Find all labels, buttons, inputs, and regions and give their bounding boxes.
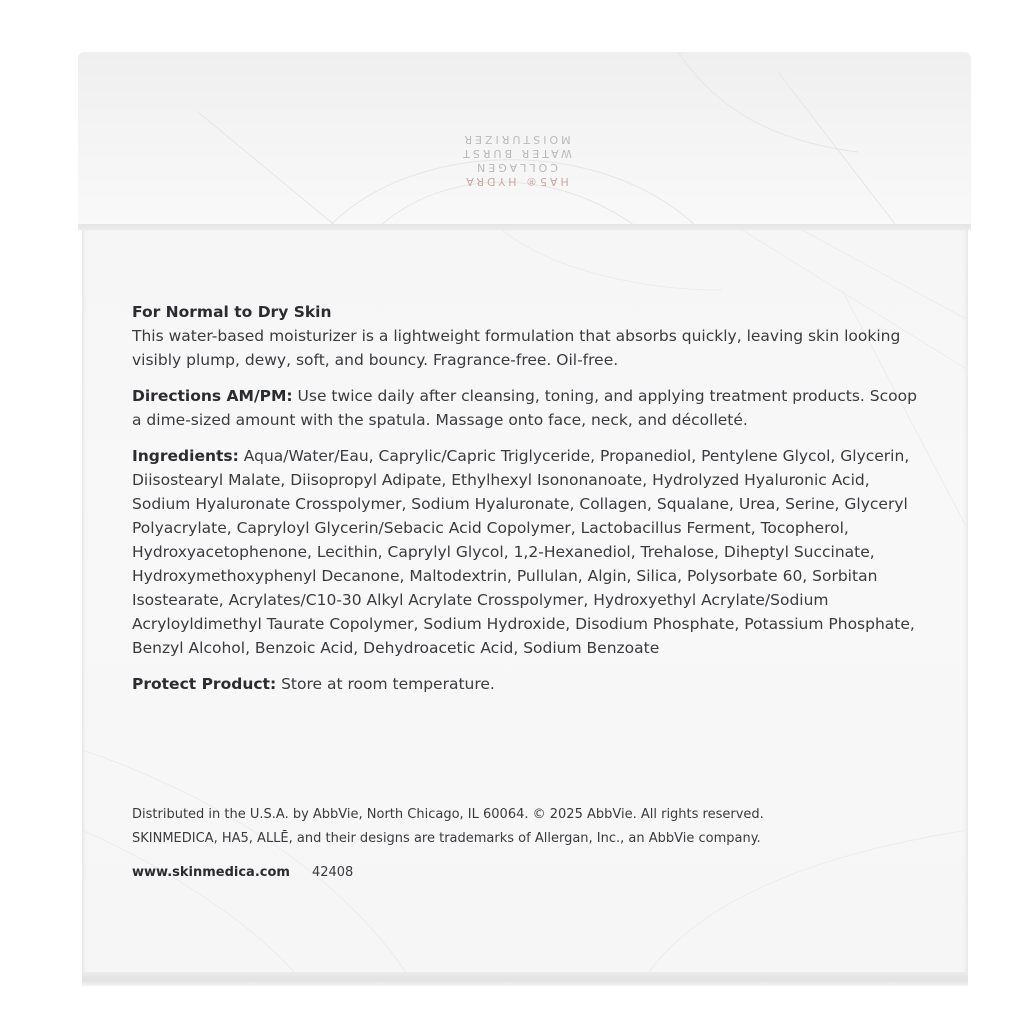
product-code: 42408: [311, 865, 354, 880]
trademark-line: SKINMEDICA, HA5, ALLĒ, and their designs are trademarks of Allergan, Inc., an AbbVie company.: [132, 831, 761, 846]
distributor-line: Distributed in the U.S.A. by AbbVie, North Chicago, IL 60064. © 2025 AbbVie. All rights reserved.: [132, 807, 764, 822]
directions-label: Directions AM/PM:: [132, 387, 293, 405]
legal-footer: [132, 803, 932, 885]
ingredients-section: [132, 444, 922, 660]
protect-section: [132, 672, 922, 696]
protect-text: Store at room temperature.: [276, 675, 495, 693]
lid-name-line3: MOISTURIZER: [461, 133, 571, 146]
skin-type-description: This water-based moisturizer is a lightweight formulation that absorbs quickly, leaving skin looking visibly plump, dewy, soft, and bouncy. Fragrance-free. Oil-free.: [132, 327, 901, 369]
directions-section: [132, 384, 922, 432]
skin-type-heading: For Normal to Dry Skin: [132, 303, 332, 321]
website-text: www.skinmedica.com: [132, 865, 290, 880]
lid-brand: HA5® HYDRA: [463, 175, 569, 188]
ingredients-list: Aqua/Water/Eau, Caprylic/Capric Triglyceride, Propanediol, Pentylene Glycol, Glycerin, Diisostearyl Malate, Diisopropyl Adipate, Ethylhexyl Isononanoate, Hydrolyzed Hyaluronic Acid, Sodium Hyaluronate Crosspolymer, Sodium Hyaluronate, Collagen, Squalane, Urea, Serine, Glyceryl Polyacrylate, Capryloyl Glycerin/Sebacic Acid Copolymer, Lactobacillus Ferment, Tocopherol, Hydroxyacetophenone, Lecithin, Caprylyl Glycol, 1,2-Hexanediol, Trehalose, Diheptyl Succinate, Hydroxymethoxyphenyl Decanone, Maltodextrin, Pullulan, Algin, Silica, Polysorbate 60, Sorbitan Isostearate, Acrylates/C10-30 Alkyl Acrylate Crosspolymer, Hydroxyethyl Acrylate/Sodium Acryloyldimethyl Taurate Copolymer, Sodium Hydroxide, Disodium Phosphate, Potassium Phosphate, Benzyl Alcohol, Benzoic Acid, Dehydroacetic Acid, Sodium Benzoate: [132, 447, 915, 657]
lid-name-line1: COLLAGEN: [474, 161, 558, 174]
directions-text: Use twice daily after cleansing, toning, and applying treatment products. Scoop a dime-sized amount with the spatula. Massage onto face, neck, and décolleté.: [132, 387, 917, 429]
ingredients-label: Ingredients:: [132, 447, 239, 465]
box-lid: [78, 52, 971, 228]
web-line: [132, 861, 932, 885]
lid-name-line2: WATER BURST: [460, 147, 572, 160]
protect-label: Protect Product:: [132, 675, 277, 693]
box-bottom-edge: [82, 972, 968, 986]
lid-product-name: [456, 132, 576, 188]
label-copy: [132, 300, 922, 708]
skin-type-section: [132, 300, 922, 372]
